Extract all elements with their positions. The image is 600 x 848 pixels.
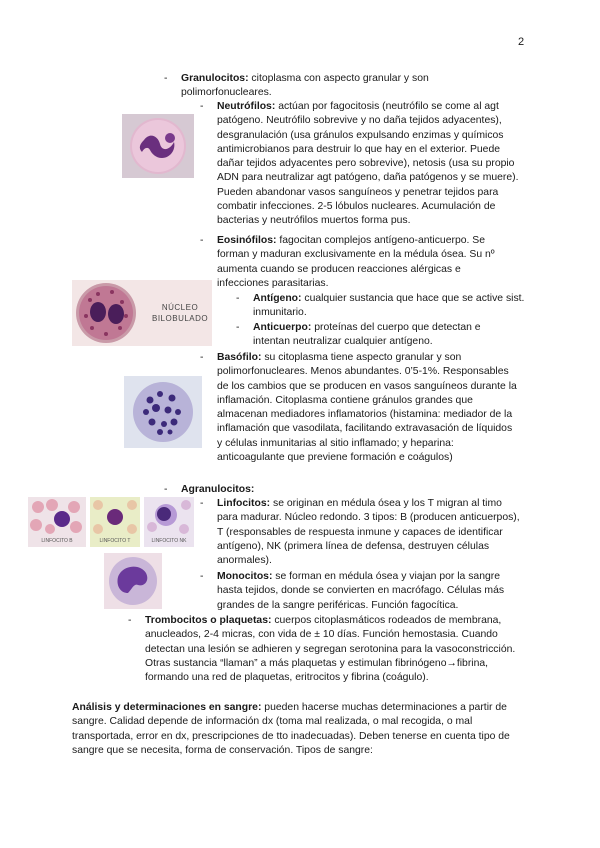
lymphocyte-nk-caption: LINFOCITO NK bbox=[151, 538, 187, 544]
bullet-dash: - bbox=[200, 101, 204, 112]
agranulocitos-heading bbox=[181, 483, 381, 497]
analisis-title: Análisis y determinaciones en sangre: bbox=[72, 702, 262, 713]
lymphocyte-t-image bbox=[90, 497, 140, 547]
neutrofilos-paragraph bbox=[217, 100, 525, 229]
eosinofilos-text: fagocitan complejos antígeno-anticuerpo. Se forman y maduran exclusivamente en la médula ósea. Su nº aumenta cuando se producen reacciones alérgicas e infecciones parasitarias. bbox=[217, 235, 495, 289]
bullet-dash: - bbox=[236, 293, 240, 304]
bullet-dash: - bbox=[200, 498, 204, 509]
antigeno-text: cualquier sustancia que hace que se active sist. inmunitario. bbox=[253, 293, 525, 319]
bullet-dash: - bbox=[236, 322, 240, 333]
basophil-image bbox=[124, 376, 202, 448]
anticuerpo-text: proteínas del cuerpo que detectan e intentan neutralizar cualquier antígeno. bbox=[253, 322, 481, 348]
granulocitos-title: Granulocitos: bbox=[181, 73, 249, 84]
monocitos-paragraph bbox=[217, 570, 517, 613]
lymphocyte-t-caption: LINFOCITO T bbox=[99, 538, 131, 544]
monocitos-text: se forman en médula ósea y viajan por la sangre hasta tejidos, donde se convierten en macrófago. Células más grandes de la sangre periféricas. Función fagocítica. bbox=[217, 571, 505, 611]
neutrofilos-text: actúan por fagocitosis (neutrófilo se come al agt patógeno. Neutrófilo sobrevive y no daña tejidos adyacentes), desgranulación (usa gránulos expulsando enzimas y químicos antimicrobianos para destruir lo que hay en el exterior. Puede dañar tejidos adyacentes pero sobrevive), netosis (usa su propio ADN para neutralizar agt patógeno, daña patógenos y se muere). Pueden abandonar vasos sanguíneos y penetrar tejidos para combatir infecciones. 2-5 lóbulos nucleares. Acumulación de bacterias y neutrófilos muertos forma pus. bbox=[217, 101, 519, 227]
monocyte-image bbox=[104, 553, 162, 609]
eosinofilos-title: Eosinófilos: bbox=[217, 235, 277, 246]
bullet-dash: - bbox=[200, 571, 204, 582]
trombocitos-paragraph bbox=[145, 614, 525, 685]
basofilo-text: su citoplasma tiene aspecto granular y son polimorfonucleares. Menos abundantes. 0’5-1%. Responsables de los cambios que se producen en vasos sanguíneos durante la inflamación. Citoplasma contiene gránulos grandes que almacenan mediadores inflamatorios (histamina: mediador de la inflamación que vasodilata, facilitando extravasación de líquidos y células inmunitarias al sitio inflamado; y heparina: anticoagulante que previene formación e coágulos) bbox=[217, 352, 517, 464]
basofilo-title: Basófilo: bbox=[217, 352, 262, 363]
bullet-dash: - bbox=[200, 352, 204, 363]
analisis-paragraph bbox=[72, 701, 528, 758]
eosinophil-image-label: NÚCLEO BILOBULADO bbox=[152, 303, 209, 323]
granulocitos-text: citoplasma con aspecto granular y son polimorfonucleares. bbox=[181, 73, 429, 99]
antigeno-title: Antígeno: bbox=[253, 293, 302, 304]
page-number: 2 bbox=[518, 36, 525, 48]
bullet-dash: - bbox=[164, 73, 168, 84]
linfocitos-paragraph bbox=[217, 497, 525, 568]
neutrofilos-title: Neutrófilos: bbox=[217, 101, 276, 112]
monocitos-title: Monocitos: bbox=[217, 571, 273, 582]
neutrophil-image bbox=[122, 114, 194, 178]
agranulocitos-title: Agranulocitos: bbox=[181, 484, 255, 495]
linfocitos-text: se originan en médula ósea y los T migran al timo para madurar. Núcleo redondo. 3 tipos: B (producen anticuerpos), T (responsables de respuesta inmune y capaces de identificar antígeno), NK (primera línea de defensa, destruyen células anormales). bbox=[217, 498, 520, 567]
anticuerpo-paragraph bbox=[253, 321, 518, 350]
lymphocyte-b-image bbox=[28, 497, 86, 547]
lymphocyte-nk-image bbox=[144, 497, 194, 547]
bullet-dash: - bbox=[128, 615, 132, 626]
trombocitos-text: cuerpos citoplasmáticos rodeados de membrana, anucleados, 2-4 micras, con vida de ± 10 días. Función hemostasia. Cuando detectan una lesión se adhieren y segregan serotonina para la vasoconstricción. Otras sustancia “llaman” a más plaquetas y estimulan fibrinógeno→fibrina, formando una red de plaquetas, eritrocitos y fibrina (coágulo). bbox=[145, 615, 516, 684]
bullet-dash: - bbox=[200, 235, 204, 246]
lymphocyte-b-caption: LINFOCITO B bbox=[41, 538, 73, 544]
basofilo-paragraph bbox=[217, 351, 517, 465]
antigeno-paragraph bbox=[253, 292, 525, 321]
granulocitos-paragraph bbox=[181, 72, 471, 101]
analisis-text: pueden hacerse muchas determinaciones a partir de sangre. Calidad depende de información dx (toma mal realizada, o mal recogida, o mal transportada, error en dx, prescripciones de tto inadecuadas). Deben tenerse en cuenta tipo de sangre que se necesita, forma de conservación. Tipos de sangre: bbox=[72, 702, 510, 756]
eosinofilos-paragraph bbox=[217, 234, 512, 291]
linfocitos-title: Linfocitos: bbox=[217, 498, 271, 509]
bullet-dash: - bbox=[164, 484, 168, 495]
trombocitos-title: Trombocitos o plaquetas: bbox=[145, 615, 272, 626]
eosinophil-image bbox=[72, 280, 212, 346]
anticuerpo-title: Anticuerpo: bbox=[253, 322, 312, 333]
